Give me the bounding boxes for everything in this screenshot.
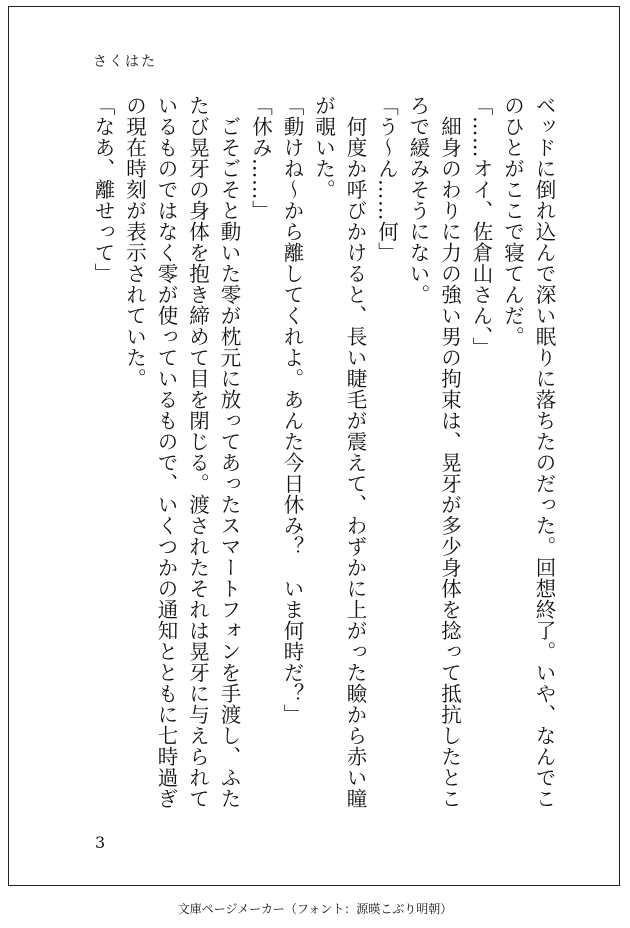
paragraph: 「う〜ん……何」 [374,95,399,263]
paragraph: 何度か呼びかけると、長い睫毛が震えて、わずかに上がった瞼から赤い瞳が覗いた。 [311,95,367,809]
paragraph: 細身のわりに力の強い男の拘束は、晃牙が多少身体を捻って抵抗したところで緩みそうにない。 [406,95,462,809]
paragraph: 「休み……」 [248,95,273,221]
paragraph: 「……オイ、佐倉山さん、」 [469,95,493,358]
paragraph: ごそごそと動いた零が枕元に放ってあったスマートフォンを手渡し、ふたたび晃牙の身体を抱き締めて目を閉じる。渡されたそれは晃牙に与えられているものではなく零が使っているもので、いくつかの通知とともに七時過ぎの現在時刻が表示されていた。 [122,95,241,809]
page-frame [8,6,620,886]
running-title: さくはた [93,54,157,70]
paragraph: 「動けね〜から離してくれよ。あんた今日休み？ いま何時だ？」 [280,95,304,725]
paragraph: 「なあ、離せって」 [91,95,115,284]
page-number: 3 [95,833,106,852]
vertical-body-text [87,95,560,815]
footer-credit: 文庫ページメーカー（フォント：源暎こぶり明朝） [177,902,453,916]
paragraph: ベッドに倒れ込んで深い眠りに落ちたのだった。回想終了。いや、なんでこのひとがここで寝てんだ。 [500,95,556,809]
